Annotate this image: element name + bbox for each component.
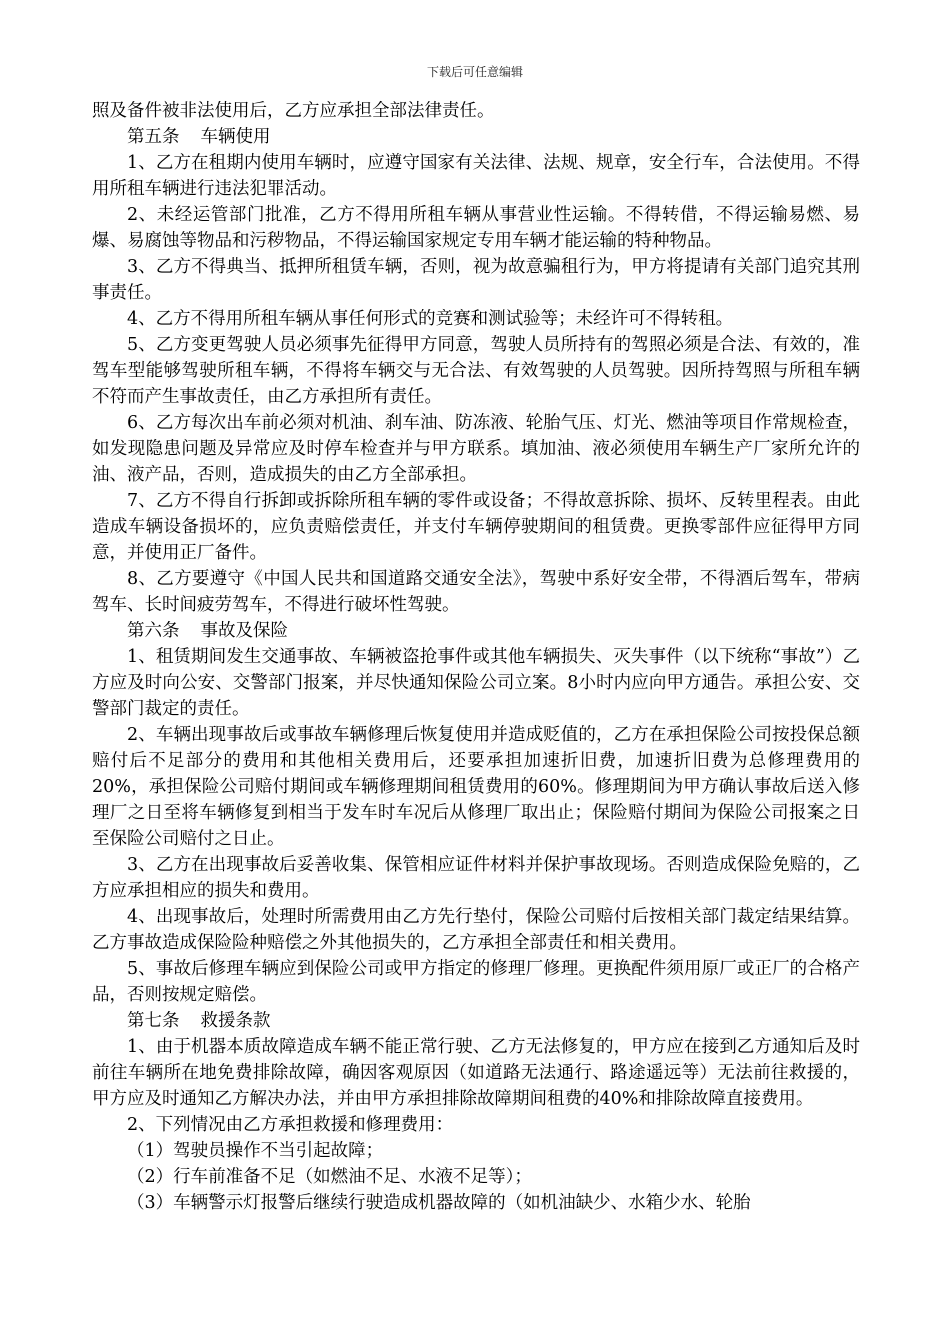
article-6-clause-4: 4、出现事故后，处理时所需费用由乙方先行垫付，保险公司赔付后按相关部门裁定结果结算。乙方事故造成保险险种赔偿之外其他损失的，乙方承担全部责任和相关费用。 — [92, 907, 860, 953]
article-number: 第六条 — [127, 621, 180, 641]
continued-paragraph: 照及备件被非法使用后，乙方应承担全部法律责任。 — [92, 101, 495, 121]
list-item: （1）驾驶员操作不当引起故障； — [127, 1141, 384, 1161]
article-6-clause-1: 1、租赁期间发生交通事故、车辆被盗抢事件或其他车辆损失、灭失事件（以下统称“事故”）乙方应及时向公安、交警部门报案，并尽快通知保险公司立案。8小时内应向甲方通告。承担公安、交警部门裁定的责任。 — [92, 647, 860, 719]
list-item: （2）行车前准备不足（如燃油不足、水液不足等）； — [127, 1167, 532, 1187]
article-6-heading — [92, 618, 860, 644]
article-title: 救援条款 — [200, 1011, 271, 1031]
article-5-clause-6: 6、乙方每次出车前必须对机油、刹车油、防冻液、轮胎气压、灯光、燃油等项目作常规检查，如发现隐患问题及异常应及时停车检查并与甲方联系。填加油、液必须使用车辆生产厂家所允许的油、液产品，否则，造成损失的由乙方全部承担。 — [92, 413, 860, 485]
article-5-clause-4: 4、乙方不得用所租车辆从事任何形式的竞赛和测试验等；未经许可不得转租。 — [127, 309, 734, 329]
article-5-clause-1: 1、乙方在租期内使用车辆时，应遵守国家有关法律、法规、规章，安全行车，合法使用。不得用所租车辆进行违法犯罪活动。 — [92, 153, 860, 199]
article-5-clause-8: 8、乙方要遵守《中国人民共和国道路交通安全法》，驾驶中系好安全带，不得酒后驾车，带病驾车、长时间疲劳驾车，不得进行破坏性驾驶。 — [92, 569, 860, 615]
page-header-note: 下载后可任意编辑 — [426, 65, 523, 79]
document-body — [92, 98, 860, 1216]
article-5-clause-2: 2、未经运管部门批准，乙方不得用所租车辆从事营业性运输。不得转借，不得运输易燃、易爆、易腐蚀等物品和污秽物品，不得运输国家规定专用车辆才能运输的特种物品。 — [92, 205, 860, 251]
article-6-clause-5: 5、事故后修理车辆应到保险公司或甲方指定的修理厂修理。更换配件须用原厂或正厂的合格产品，否则按规定赔偿。 — [92, 959, 860, 1005]
article-6-clause-3: 3、乙方在出现事故后妥善收集、保管相应证件材料并保护事故现场。否则造成保险免赔的，乙方应承担相应的损失和费用。 — [92, 855, 860, 901]
article-5-clause-7: 7、乙方不得自行拆卸或拆除所租车辆的零件或设备；不得故意拆除、损坏、反转里程表。由此造成车辆设备损坏的，应负责赔偿责任，并支付车辆停驶期间的租赁费。更换零部件应征得甲方同意，并使用正厂备件。 — [92, 491, 860, 563]
article-7-clause-2: 2、下列情况由乙方承担救援和修理费用： — [127, 1115, 454, 1135]
article-6-clause-2: 2、车辆出现事故后或事故车辆修理后恢复使用并造成贬值的，乙方在承担保险公司按投保总额赔付后不足部分的费用和其他相关费用后，还要承担加速折旧费，加速折旧费为总修理费用的20%，承担保险公司赔付期间或车辆修理期间租赁费用的60%。修理期间为甲方确认事故后送入修理厂之日至将车辆修复到相当于发车时车况后从修理厂取出止；保险赔付期间为保险公司报案之日至保险公司赔付之日止。 — [92, 725, 860, 849]
article-5-clause-3: 3、乙方不得典当、抵押所租赁车辆，否则，视为故意骗租行为，甲方将提请有关部门追究其刑事责任。 — [92, 257, 860, 303]
list-item: （3）车辆警示灯报警后继续行驶造成机器故障的（如机油缺少、水箱少水、轮胎 — [127, 1193, 751, 1213]
article-7-heading — [92, 1008, 860, 1034]
article-5-heading — [92, 124, 860, 150]
article-5-clause-5: 5、乙方变更驾驶人员必须事先征得甲方同意，驾驶人员所持有的驾照必须是合法、有效的，准驾车型能够驾驶所租车辆，不得将车辆交与无合法、有效驾驶的人员驾驶。因所持驾照与所租车辆不符而产生事故责任，由乙方承担所有责任。 — [92, 335, 860, 407]
article-7-clause-1: 1、由于机器本质故障造成车辆不能正常行驶、乙方无法修复的，甲方应在接到乙方通知后及时前往车辆所在地免费排除故障，确因客观原因（如道路无法通行、路途遥远等）无法前往救援的，甲方应及时通知乙方解决办法，并由甲方承担排除故障期间租费的40%和排除故障直接费用。 — [92, 1037, 860, 1109]
article-title: 车辆使用 — [200, 127, 271, 147]
article-title: 事故及保险 — [200, 621, 288, 641]
article-number: 第五条 — [127, 127, 180, 147]
article-number: 第七条 — [127, 1011, 180, 1031]
